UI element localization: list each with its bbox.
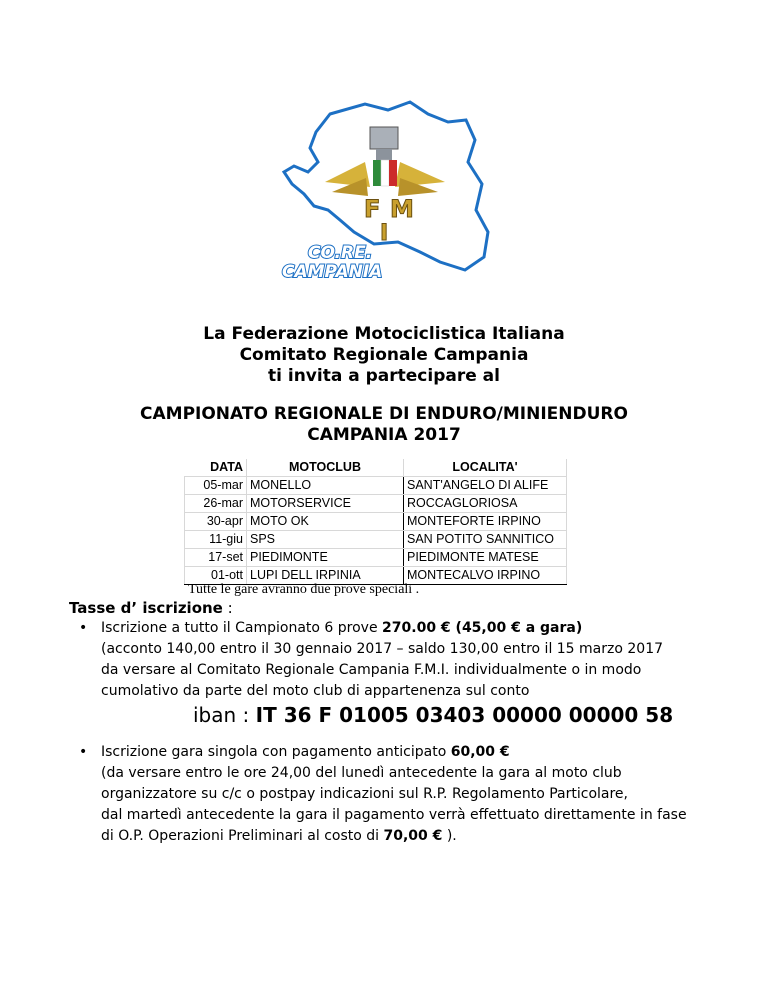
header-localita: LOCALITA' [404,459,567,477]
fee-full-line-3: da versare al Comitato Regionale Campania F.M.I. individualmente o in modo [101,662,642,678]
row-localita: MONTECALVO IRPINO [404,567,567,585]
fees-label: Tasse d’ iscrizione [69,599,223,617]
race-calendar-table [184,459,567,585]
title-line-2: CAMPANIA 2017 [307,425,461,445]
row-motoclub: SPS [247,531,404,549]
table-row [185,477,567,495]
campania-map-icon [270,92,500,282]
row-date: 17-set [185,549,247,567]
iban-value: IT 36 F 01005 03403 00000 00000 58 [255,703,674,727]
row-localita: SAN POTITO SANNITICO [404,531,567,549]
svg-text:I: I [380,221,389,246]
row-motoclub: MONELLO [247,477,404,495]
fee-single-race [79,742,739,847]
row-date: 11-giu [185,531,247,549]
fee-single-line-4: dal martedì antecedente la gara il pagamento verrà effettuato direttamente in fase [101,807,687,823]
row-motoclub: MOTO OK [247,513,404,531]
fee-full-amount: 270.00 € (45,00 € a gara) [382,620,583,636]
fee-single-line-2: (da versare entro le ore 24,00 del lunedì antecedente la gara al moto club [101,765,622,781]
row-localita: PIEDIMONTE MATESE [404,549,567,567]
iban-label: iban : [193,703,256,727]
table-header-row [185,459,567,477]
svg-text:F: F [364,195,381,223]
fee-single-line-5: di O.P. Operazioni Preliminari al costo di [101,828,384,844]
heading-line-1: La Federazione Motociclistica Italiana [203,324,565,344]
table-row [185,549,567,567]
fee-full-line-4: cumolativo da parte del moto club di appartenenza sul conto [101,683,530,699]
iban-line [193,703,673,727]
row-date: 30-apr [185,513,247,531]
row-date: 01-ott [185,567,247,585]
fee-full-text: Iscrizione a tutto il Campionato 6 prove [101,620,383,636]
heading-line-3: ti invita a partecipare al [268,366,500,386]
championship-title [0,404,768,446]
table-row [185,495,567,513]
row-localita: SANT'ANGELO DI ALIFE [404,477,567,495]
invitation-heading [0,324,768,387]
row-date: 05-mar [185,477,247,495]
bullet-dot-icon: • [79,620,88,636]
fee-single-line-5-end: ). [442,828,457,844]
fee-onsite-amount: 70,00 € [383,828,443,844]
table-row [185,513,567,531]
title-line-1: CAMPIONATO REGIONALE DI ENDURO/MINIENDURO [140,404,628,424]
fee-full-championship [79,618,739,702]
logo-text-core: CO.RE. [308,243,373,263]
fee-single-text: Iscrizione gara singola con pagamento anticipato [101,744,451,760]
fmi-campania-logo [270,92,500,282]
fees-heading [69,599,233,617]
row-motoclub: MOTORSERVICE [247,495,404,513]
fees-colon: : [222,599,233,617]
fee-full-line-2: (acconto 140,00 entro il 30 gennaio 2017 – saldo 130,00 entro il 15 marzo 2017 [101,641,664,657]
row-date: 26-mar [185,495,247,513]
heading-line-2: Comitato Regionale Campania [239,345,529,365]
svg-text:M: M [390,195,414,223]
logo-text-campania: CAMPANIA [282,262,383,282]
header-data: DATA [185,459,247,477]
fee-single-amount: 60,00 € [450,744,510,760]
row-localita: MONTEFORTE IRPINO [404,513,567,531]
row-motoclub: PIEDIMONTE [247,549,404,567]
table-row [185,531,567,549]
row-motoclub: LUPI DELL IRPINIA [247,567,404,585]
bullet-dot-icon: • [79,744,88,760]
row-localita: ROCCAGLORIOSA [404,495,567,513]
special-stages-note: Tutte le gare avranno due prove speciali . [188,582,420,597]
header-motoclub: MOTOCLUB [247,459,404,477]
fee-single-line-3: organizzatore su c/c o postpay indicazioni sul R.P. Regolamento Particolare, [101,786,628,802]
